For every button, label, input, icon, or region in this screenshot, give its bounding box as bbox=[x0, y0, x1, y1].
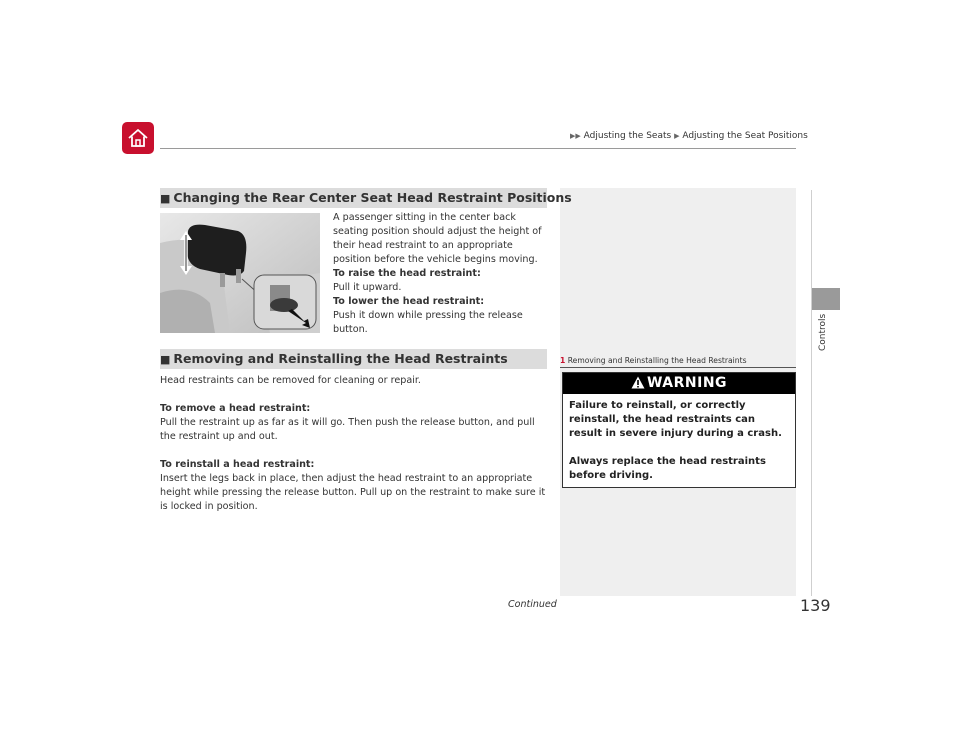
note-title-text[interactable]: Removing and Reinstalling the Head Restraints bbox=[567, 356, 747, 365]
lower-heading: To lower the head restraint: bbox=[333, 296, 485, 307]
remove-text: Pull the restraint up as far as it will go. Then push the release button, and pull the restraint up and out. bbox=[160, 417, 535, 442]
breadcrumb-link-seats[interactable]: Adjusting the Seats bbox=[583, 131, 672, 141]
reinstall-heading: To reinstall a head restraint: bbox=[160, 459, 315, 470]
reinstall-text: Insert the legs back in place, then adjust the head restraint to an appropriate height while pressing the release button. Pull up on the restraint to make sure it is locked in position. bbox=[160, 473, 546, 512]
breadcrumb-arrow-icon: ▶▶ bbox=[570, 132, 581, 140]
section-heading-rear-center bbox=[160, 188, 572, 208]
raise-text: Pull it upward. bbox=[333, 282, 402, 293]
side-tab-marker[interactable] bbox=[812, 288, 840, 310]
head-restraint-illustration bbox=[160, 213, 320, 333]
continued-label: Continued bbox=[508, 599, 557, 610]
warning-label: WARNING bbox=[646, 375, 728, 391]
section-heading-removing bbox=[160, 349, 547, 369]
side-divider bbox=[811, 190, 812, 596]
home-button[interactable] bbox=[122, 122, 154, 154]
section-marker-icon: ■ bbox=[160, 353, 171, 366]
breadcrumb-separator-icon: ▶ bbox=[674, 132, 680, 140]
section1-body bbox=[333, 211, 549, 337]
warning-triangle-icon bbox=[631, 376, 645, 389]
section2-intro: Head restraints can be removed for cleaning or repair. bbox=[160, 375, 421, 386]
remove-heading: To remove a head restraint: bbox=[160, 403, 311, 414]
breadcrumb-current: Adjusting the Seat Positions bbox=[682, 131, 808, 141]
section-title: Changing the Rear Center Seat Head Restraint Positions bbox=[173, 190, 572, 205]
raise-heading: To raise the head restraint: bbox=[333, 268, 481, 279]
section1-intro: A passenger sitting in the center back seating position should adjust the height of their head restraint to an appropriate position before the vehicle begins moving. bbox=[333, 212, 542, 265]
note-divider bbox=[560, 367, 796, 368]
lower-text: Push it down while pressing the release button. bbox=[333, 310, 523, 335]
home-icon bbox=[127, 128, 149, 148]
section2-body bbox=[160, 374, 550, 514]
warning-box bbox=[562, 372, 796, 488]
section-title: Removing and Reinstalling the Head Restraints bbox=[173, 351, 508, 366]
warning-header bbox=[563, 373, 795, 394]
warning-text-1: Failure to reinstall, or correctly reinstall, the head restraints can result in severe injury during a crash. bbox=[569, 400, 782, 439]
warning-body bbox=[563, 394, 795, 483]
section-marker-icon: ■ bbox=[160, 192, 171, 205]
note-number: 1 bbox=[560, 356, 566, 365]
head-restraint-photo bbox=[160, 213, 320, 333]
page-number: 139 bbox=[800, 596, 831, 615]
breadcrumb bbox=[570, 131, 808, 141]
header-divider bbox=[160, 148, 796, 149]
side-tab-label[interactable]: Controls bbox=[818, 314, 828, 352]
note-title bbox=[560, 356, 747, 365]
warning-text-2: Always replace the head restraints before driving. bbox=[569, 456, 766, 481]
